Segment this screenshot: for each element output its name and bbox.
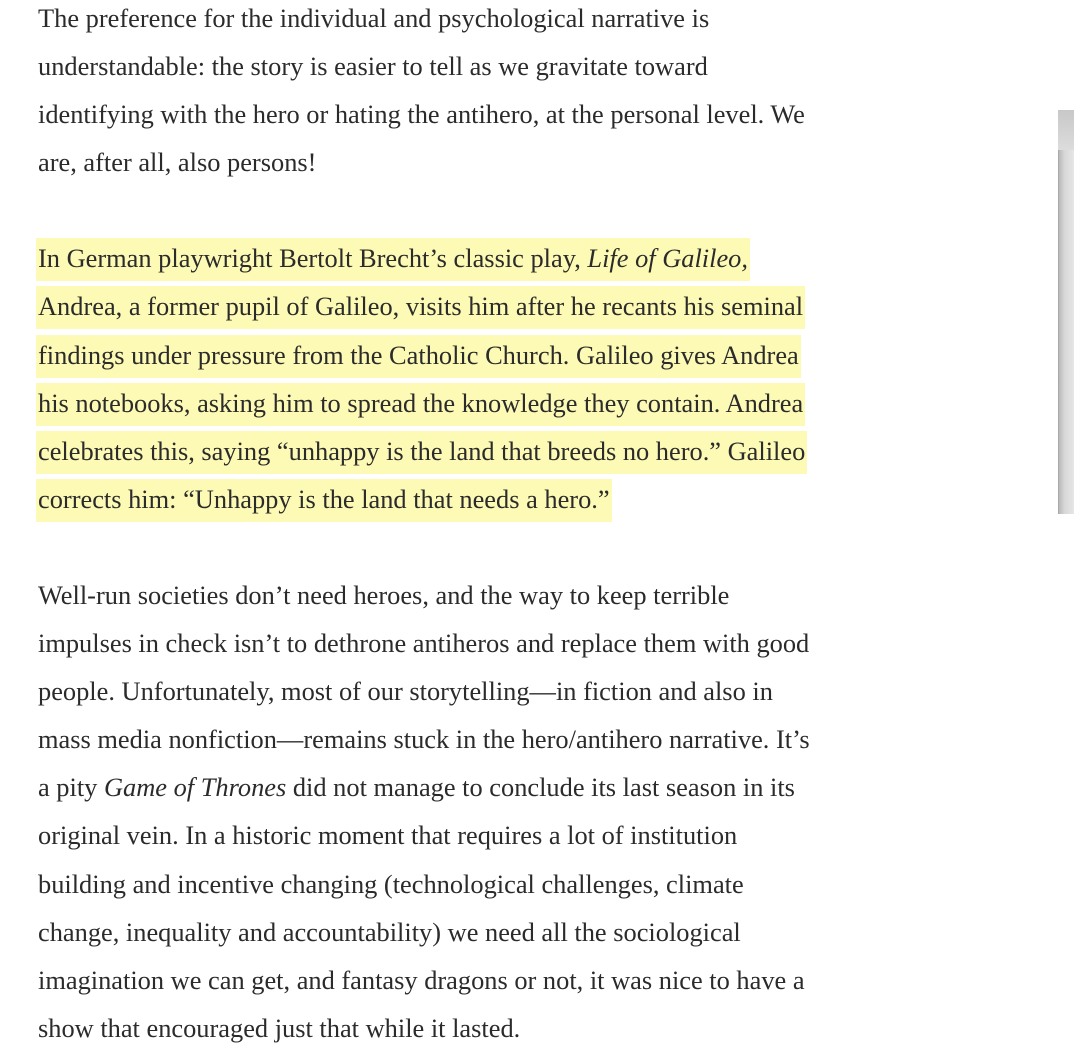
- paragraph-3-line-10: show that encouraged just that while it lasted.: [38, 1012, 521, 1043]
- paragraph-1-line-4: are, after all, also persons!: [38, 147, 317, 178]
- paragraph-1-line-1: The preference for the individual and psychological narrative is: [38, 3, 710, 33]
- show-title: Game of Thrones: [103, 772, 287, 803]
- paragraph-3-line-6: original vein. In a historic moment that requires a lot of institution: [38, 820, 738, 851]
- highlighted-line-5-text: celebrates this, saying “unhappy is the land that breeds no hero.” Galileo: [38, 433, 805, 472]
- paragraph-3: [38, 571, 998, 1050]
- highlighted-paragraph[interactable]: [38, 234, 998, 523]
- article-body: [38, 0, 998, 1050]
- paragraph-1-line-2: understandable: the story is easier to tell as we gravitate toward: [38, 51, 708, 82]
- paragraph-3-line-5: [38, 763, 998, 811]
- paragraph-3-line-8: change, inequality and accountability) we need all the sociological: [38, 916, 741, 947]
- paragraph-3-line-3: people. Unfortunately, most of our storytelling—in fiction and also in: [38, 676, 773, 707]
- paragraph-1-line-3: identifying with the hero or hating the antihero, at the personal level. We: [38, 99, 805, 130]
- paragraph-3-line-2: impulses in check isn’t to dethrone antiheros and replace them with good: [38, 628, 810, 659]
- highlighted-line-6-text: corrects him: “Unhappy is the land that needs a hero.”: [38, 481, 610, 520]
- side-image-edge-top: [1058, 110, 1074, 150]
- play-title: Life of Galileo,: [587, 243, 748, 274]
- highlighted-line-3: [38, 331, 998, 379]
- highlighted-line-1: [38, 234, 998, 282]
- paragraph-3-line-1: Well-run societies don’t need heroes, and the way to keep terrible: [38, 579, 730, 610]
- paragraph-3-line-4: mass media nonfiction—remains stuck in the hero/antihero narrative. It’s: [38, 724, 810, 755]
- highlighted-line-1-text: In German playwright Bertolt Brecht’s classic play,: [38, 243, 588, 274]
- highlighted-line-4: [38, 379, 998, 427]
- highlighted-line-2-text: Andrea, a former pupil of Galileo, visits him after he recants his seminal: [38, 288, 803, 327]
- highlighted-line-3-text: findings under pressure from the Catholic Church. Galileo gives Andrea: [38, 337, 799, 376]
- paragraph-3-line-5-post: did not manage to conclude its last season in its: [286, 772, 795, 803]
- highlighted-line-4-text: his notebooks, asking him to spread the knowledge they contain. Andrea: [38, 385, 803, 424]
- highlighted-line-2: [38, 282, 998, 330]
- highlighted-line-6: [38, 475, 998, 523]
- highlighted-line-5: [38, 427, 998, 475]
- side-image-edge: [1058, 110, 1074, 514]
- paragraph-3-line-5-pre: a pity: [38, 772, 104, 803]
- paragraph-3-line-7: building and incentive changing (technological challenges, climate: [38, 868, 744, 899]
- paragraph-1: [38, 0, 998, 186]
- paragraph-3-line-9: imagination we can get, and fantasy dragons or not, it was nice to have a: [38, 964, 805, 995]
